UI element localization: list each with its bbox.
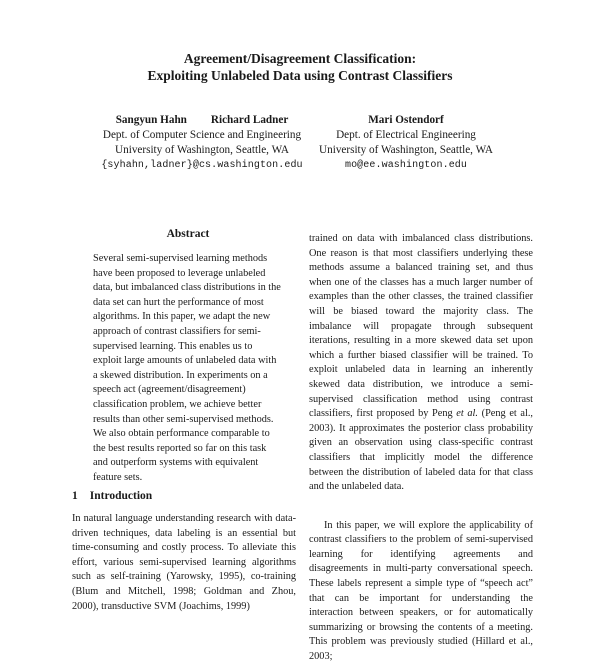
introduction-heading — [72, 490, 152, 502]
paper-title — [0, 50, 600, 84]
abstract-text: Several semi-supervised learning methods have been proposed to leverage unlabeled data, but imbalanced class distributions in the data set can hurt the performance of most algorithms. In this paper, we adapt the new approach of contrast classifiers for semi-supervised learning. This enables us to exploit large amounts of unlabeled data with a skewed distribution. In experiments on a speech act (agreement/disagreement) classification problem, we achieve better results than other semi-supervised methods. We also obtain performance comparable to the best results reported so far on this task and outperform systems with equivalent feature sets. — [93, 253, 281, 483]
author-email-1: {syhahn,ladner}@cs.washington.edu — [101, 160, 303, 171]
author-name-hahn: Sangyun Hahn — [115, 114, 187, 126]
abstract-heading: Abstract — [166, 228, 210, 240]
section-title: Introduction — [89, 490, 153, 502]
author-dept-1: Dept. of Computer Science and Engineering — [102, 129, 302, 141]
right-p1-start: trained on data with imbalanced class distributions. One reason is that most classifiers underlying these methods assume a balanced training set, and thus when one of the classes has a much larger number of examples than the other classes, the trained classifier will be biased toward the majority class. The imbalance will propagate through subsequent iterations, resulting in a more skewed data set upon which a further biased classifier will be trained. To exploit unlabeled data in learning an inherently skewed data distribution, we introduce a semi-supervised classification method using contrast classifiers, first proposed by Peng — [309, 233, 533, 420]
left-column — [72, 512, 296, 614]
right-p1-etal: et al. — [456, 408, 478, 420]
author-name-ladner: Richard Ladner — [210, 114, 289, 126]
author-name-ostendorf: Mari Ostendorf — [368, 114, 444, 126]
right-paragraph-1 — [309, 232, 533, 495]
right-paragraph-2: In this paper, we will explore the applicability of contrast classifiers to the problem of semi-supervised learning for identifying agreements and disagreements in multi-party conversational speech. These labels represent a simple type of “speech act” that can be important for understanding the interaction between speakers, or for automatically summarizing or browsing the contents of a meeting. This problem was previously studied (Hillard et al., 2003; — [309, 519, 533, 663]
section-number: 1 — [72, 490, 78, 502]
author-univ-2: University of Washington, Seattle, WA — [319, 144, 493, 156]
author-univ-1: University of Washington, Seattle, WA — [115, 144, 289, 156]
author-names-1 — [88, 113, 316, 128]
title-line-2: Exploiting Unlabeled Data using Contrast Classifiers — [147, 68, 453, 83]
right-p1-end: (Peng et al., 2003). It approximates the posterior class probability given an observation using class-specific contrast classifiers that implicitly model the difference between the distribution of labeled data for that class and the unlabeled data. — [309, 408, 534, 493]
title-line-1: Agreement/Disagreement Classification: — [183, 51, 417, 66]
introduction-text: In natural language understanding research with data-driven techniques, data labeling is an essential but time-consuming and costly process. To alleviate this effort, various semi-supervised learning algorithms such as self-training (Yarowsky, 1995), co-training (Blum and Mitchell, 1998; Goldman and Zhou, 2000), transductive SVM (Joachims, 1999) — [72, 513, 296, 612]
author-email-2: mo@ee.washington.edu — [344, 160, 468, 171]
author-dept-2: Dept. of Electrical Engineering — [336, 129, 476, 141]
author-group-1 — [88, 113, 316, 173]
author-group-2 — [306, 113, 506, 173]
